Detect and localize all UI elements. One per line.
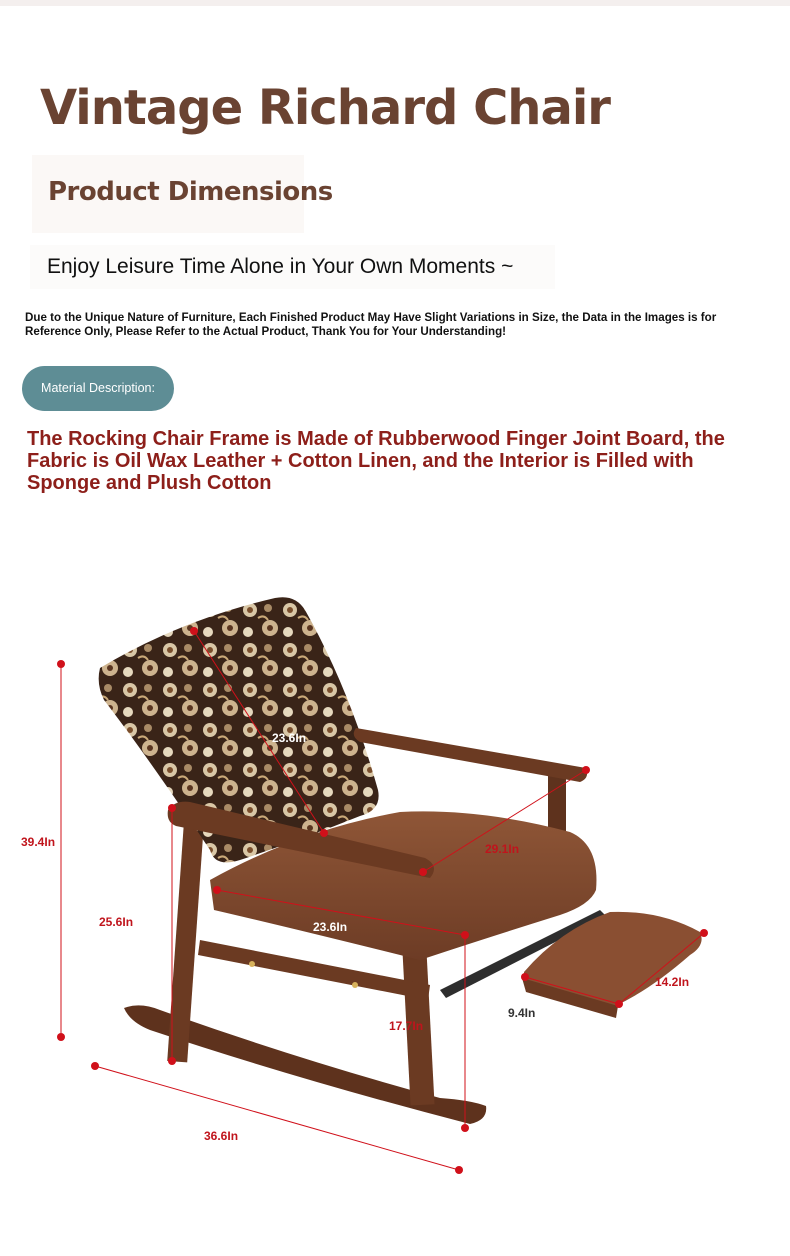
dim-point — [461, 931, 469, 939]
dim-point — [521, 973, 529, 981]
material-description: The Rocking Chair Frame is Made of Rubberwood Finger Joint Board, the Fabric is Oil Wax Leather + Cotton Linen, and the Interior is Filled with Sponge and Plush Cotton — [27, 428, 725, 494]
dim-point — [168, 1057, 176, 1065]
dim-point — [461, 1124, 469, 1132]
dim-point — [57, 660, 65, 668]
dim-label-seat-to-floor: 17.7In — [389, 1019, 424, 1033]
dim-point — [615, 1000, 623, 1008]
dim-point — [168, 804, 176, 812]
frame-screw — [249, 961, 255, 967]
dim-point — [91, 1062, 99, 1070]
dim-line-total-length — [95, 1066, 459, 1170]
dim-label-seat-width: 23.6In — [313, 920, 348, 934]
dim-point — [57, 1033, 65, 1041]
dim-point — [419, 868, 427, 876]
frame-screw — [352, 982, 358, 988]
disclaimer-text: Due to the Unique Nature of Furniture, Each Finished Product May Have Slight Variations in Size, the Data in the Images is for Reference Only, Please Refer to the Actual Product, Thank You for Your Understanding! — [25, 311, 717, 338]
page-title: Vintage Richard Chair — [40, 80, 610, 136]
dim-point — [582, 766, 590, 774]
dim-point — [700, 929, 708, 937]
chair-dimension-diagram — [0, 560, 790, 1200]
dim-label-seat-height: 25.6In — [99, 915, 134, 929]
dim-label-total-height: 39.4In — [21, 835, 56, 849]
section-subtitle: Product Dimensions — [48, 177, 333, 207]
dim-point — [320, 829, 328, 837]
dim-label-cushion-height: 23.6In — [272, 731, 307, 745]
top-bar — [0, 0, 790, 6]
dim-point — [190, 627, 198, 635]
dim-label-footrest-width: 14.2In — [655, 975, 690, 989]
chair-illustration — [99, 597, 702, 1124]
dim-point — [213, 886, 221, 894]
tagline: Enjoy Leisure Time Alone in Your Own Moments ~ — [47, 255, 514, 278]
material-label-badge: Material Description: — [22, 366, 174, 411]
dim-label-arm-depth: 29.1In — [485, 842, 520, 856]
dim-label-total-length: 36.6In — [204, 1129, 239, 1143]
dim-label-footrest-depth: 9.4In — [508, 1006, 536, 1020]
right-armrest — [354, 728, 587, 782]
dim-point — [455, 1166, 463, 1174]
